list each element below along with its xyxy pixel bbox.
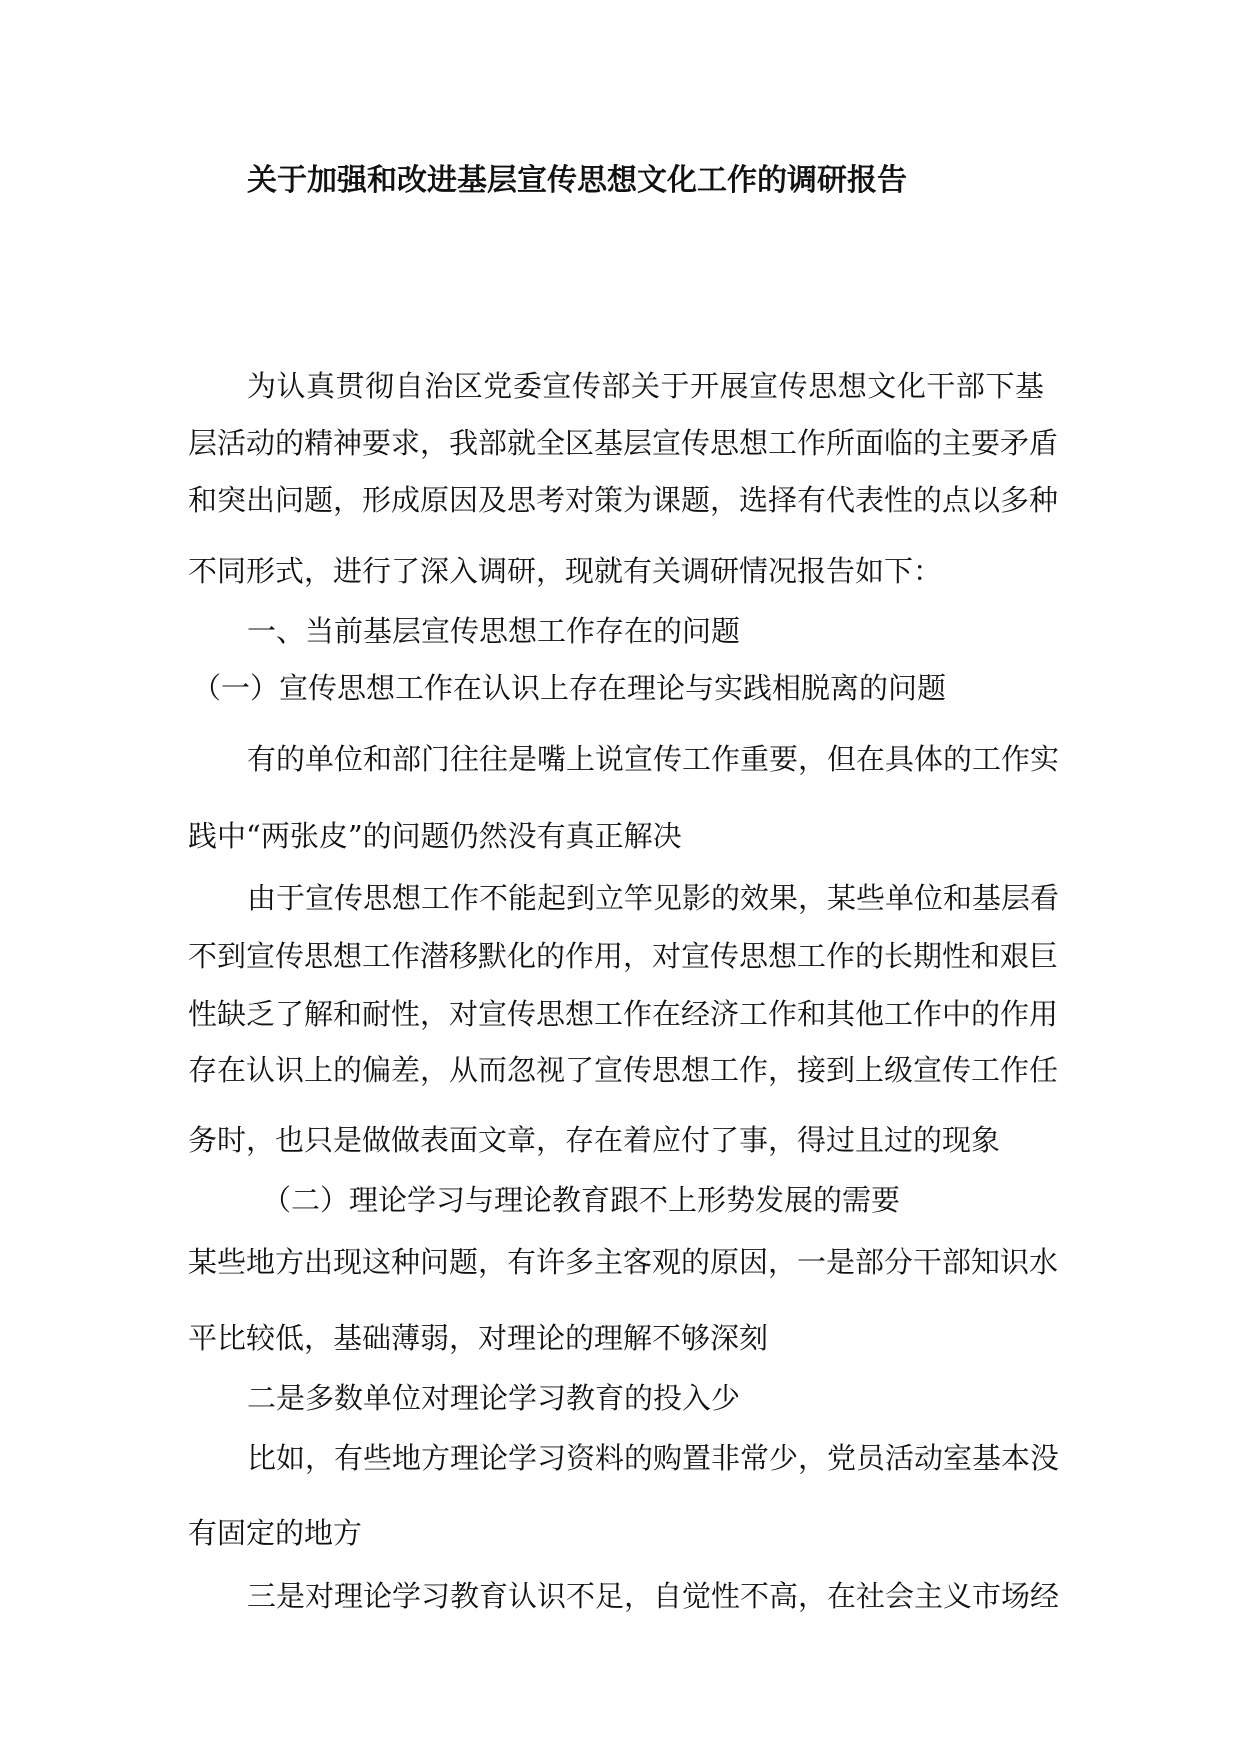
paragraph-line: 和突出问题，形成原因及思考对策为课题，选择有代表性的点以多种 bbox=[188, 483, 1059, 517]
paragraph-line: 由于宣传思想工作不能起到立竿见影的效果，某些单位和基层看 bbox=[247, 881, 1060, 915]
document-title: 关于加强和改进基层宣传思想文化工作的调研报告 bbox=[247, 163, 907, 198]
paragraph-line: 务时，也只是做做表面文章，存在着应付了事，得过且过的现象 bbox=[188, 1123, 1001, 1157]
paragraph-line: 性缺乏了解和耐性，对宣传思想工作在经济工作和其他工作中的作用 bbox=[188, 997, 1059, 1031]
paragraph-line: 践中“两张皮”的问题仍然没有真正解决 bbox=[188, 819, 682, 853]
paragraph-line: 有的单位和部门往往是嘴上说宣传工作重要，但在具体的工作实 bbox=[247, 742, 1060, 776]
paragraph-line: 不同形式，进行了深入调研，现就有关调研情况报告如下： bbox=[188, 554, 943, 588]
paragraph-line: 一是部分干部知识水 bbox=[797, 1245, 1059, 1279]
paragraph-line: 某些地方出现这种问题，有许多主客观的原因， bbox=[188, 1245, 798, 1279]
paragraph-line: 为认真贯彻自治区党委宣传部关于开展宣传思想文化干部下基 bbox=[247, 369, 1044, 403]
subsection-heading: （一）宣传思想工作在认识上存在理论与实践相脱离的问题 bbox=[192, 671, 947, 705]
section-heading: 一、当前基层宣传思想工作存在的问题 bbox=[247, 614, 741, 648]
subsection-heading: （二）理论学习与理论教育跟不上形势发展的需要 bbox=[262, 1183, 901, 1217]
paragraph-line: 二是多数单位对理论学习教育的投入少 bbox=[247, 1381, 741, 1415]
paragraph-line: 平比较低，基础薄弱，对理论的理解不够深刻 bbox=[188, 1321, 769, 1355]
paragraph-line: 比如，有些地方理论学习资料的购置非常少，党员活动室基本没 bbox=[247, 1441, 1060, 1475]
paragraph-line: 存在认识上的偏差，从而忽视了宣传思想工作，接到上级宣传工作任 bbox=[188, 1053, 1059, 1087]
paragraph-line: 三是对理论学习教育认识不足，自觉性不高，在社会主义市场经 bbox=[247, 1579, 1060, 1613]
paragraph-line: 层活动的精神要求，我部就全区基层宣传思想工作所面临的主要矛盾 bbox=[188, 426, 1059, 460]
paragraph-line: 不到宣传思想工作潜移默化的作用，对宣传思想工作的长期性和艰巨 bbox=[188, 939, 1059, 973]
paragraph-line: 有固定的地方 bbox=[188, 1516, 363, 1550]
